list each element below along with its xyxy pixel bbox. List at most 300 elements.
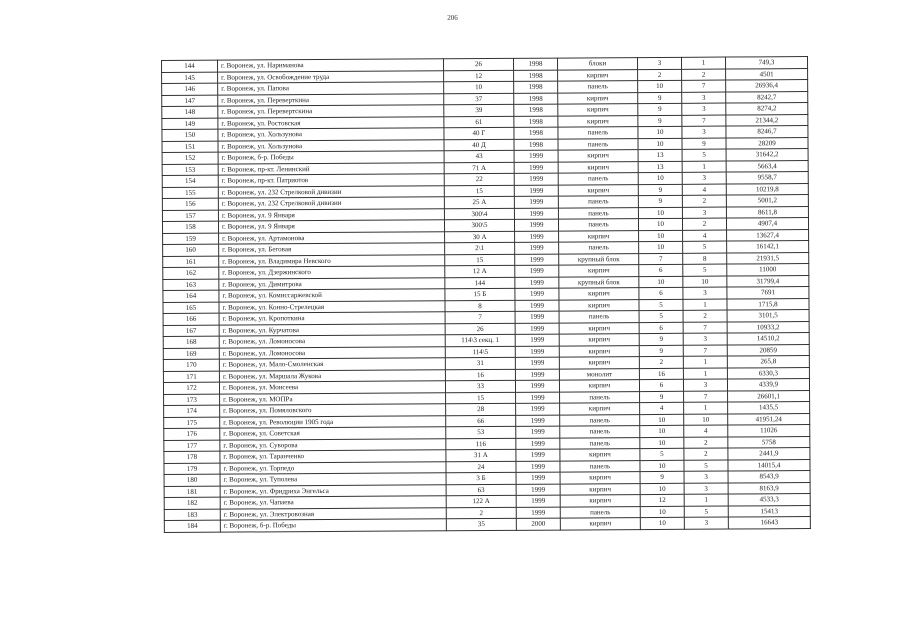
floors-cell: 10 xyxy=(638,80,682,92)
house-number-cell: 2 xyxy=(446,507,516,519)
total-area-cell: 11000 xyxy=(727,264,809,276)
floors-cell: 9 xyxy=(638,92,682,104)
floors-cell: 3 xyxy=(637,57,681,69)
row-number-cell: 173 xyxy=(164,394,220,406)
row-number-cell: 161 xyxy=(163,256,219,268)
floors-cell: 9 xyxy=(638,195,682,207)
total-area-cell: 4907,4 xyxy=(726,218,808,230)
table-body xyxy=(162,57,811,532)
year-built-cell: 1999 xyxy=(516,484,560,496)
address-cell: г. Воронеж, ул. МОПРа xyxy=(220,392,446,405)
total-area-cell: 41951,24 xyxy=(728,413,810,425)
floors-cell: 9 xyxy=(640,391,684,403)
address-cell: г. Воронеж, ул. 232 Стрелковой дивизии xyxy=(218,185,444,198)
house-number-cell: 28 xyxy=(446,403,516,415)
entrances-cell: 2 xyxy=(682,195,726,207)
address-cell: г. Воронеж, ул. Торпедо xyxy=(220,461,446,474)
floors-cell: 10 xyxy=(639,276,683,288)
floors-cell: 10 xyxy=(638,218,682,230)
house-number-cell: 8 xyxy=(445,300,515,312)
entrances-cell: 7 xyxy=(683,322,727,334)
row-number-cell: 153 xyxy=(162,164,218,176)
house-number-cell: 116 xyxy=(446,438,516,450)
year-built-cell: 1998 xyxy=(514,116,558,128)
entrances-cell: 5 xyxy=(684,506,728,518)
row-number-cell: 148 xyxy=(162,106,218,118)
row-number-cell: 147 xyxy=(162,95,218,107)
total-area-cell: 31799,4 xyxy=(727,275,809,287)
row-number-cell: 166 xyxy=(163,313,219,325)
total-area-cell: 31642,2 xyxy=(726,149,808,161)
address-cell: г. Воронеж, ул. Помяловского xyxy=(220,404,446,417)
entrances-cell: 3 xyxy=(683,333,727,345)
year-built-cell: 1998 xyxy=(514,127,558,139)
address-cell: г. Воронеж, ул. 9 Января xyxy=(218,208,444,221)
year-built-cell: 1999 xyxy=(516,495,560,507)
row-number-cell: 158 xyxy=(162,221,218,233)
total-area-cell: 265,8 xyxy=(727,356,809,368)
wall-material-cell: панель xyxy=(558,173,638,185)
floors-cell: 10 xyxy=(640,414,684,426)
year-built-cell: 2000 xyxy=(516,518,560,530)
address-cell: г. Воронеж, ул. Моисеева xyxy=(219,381,445,394)
house-number-cell: 114\5 xyxy=(445,346,515,358)
wall-material-cell: кирпич xyxy=(558,161,638,173)
floors-cell: 6 xyxy=(639,287,683,299)
wall-material-cell: панель xyxy=(560,460,640,472)
floors-cell: 16 xyxy=(639,368,683,380)
floors-cell: 10 xyxy=(639,241,683,253)
house-number-cell: 15 xyxy=(444,185,514,197)
floors-cell: 9 xyxy=(638,184,682,196)
wall-material-cell: кирпич xyxy=(558,92,638,104)
wall-material-cell: кирпич xyxy=(560,449,640,461)
year-built-cell: 1999 xyxy=(514,162,558,174)
wall-material-cell: кирпич xyxy=(559,345,639,357)
entrances-cell: 3 xyxy=(683,379,727,391)
address-cell: г. Воронеж, ул. Туполева xyxy=(220,473,446,486)
entrances-cell: 5 xyxy=(684,460,728,472)
entrances-cell: 10 xyxy=(683,276,727,288)
entrances-cell: 2 xyxy=(682,218,726,230)
total-area-cell: 6330,3 xyxy=(727,367,809,379)
house-number-cell: 300\5 xyxy=(444,219,514,231)
wall-material-cell: кирпич xyxy=(559,230,639,242)
address-cell: г. Воронеж, ул. Мало-Смоленская xyxy=(219,358,445,371)
wall-material-cell: панель xyxy=(558,196,638,208)
total-area-cell: 9558,7 xyxy=(726,172,808,184)
address-cell: г. Воронеж, ул. Владимира Невского xyxy=(219,254,445,267)
address-cell: г. Воронеж, ул. 232 Стрелковой дивизии xyxy=(218,197,444,210)
row-number-cell: 169 xyxy=(163,348,219,360)
entrances-cell: 7 xyxy=(684,391,728,403)
house-number-cell: 26 xyxy=(445,323,515,335)
wall-material-cell: панель xyxy=(558,207,638,219)
house-number-cell: 25 А xyxy=(444,196,514,208)
entrances-cell: 7 xyxy=(682,80,726,92)
row-number-cell: 146 xyxy=(162,83,218,95)
floors-cell: 9 xyxy=(639,345,683,357)
total-area-cell: 8543,9 xyxy=(728,471,810,483)
address-cell: г. Воронеж, ул. Хользунова xyxy=(218,139,444,152)
wall-material-cell: кирпич xyxy=(559,334,639,346)
floors-cell: 12 xyxy=(640,494,684,506)
house-number-cell: 63 xyxy=(446,484,516,496)
row-number-cell: 155 xyxy=(162,187,218,199)
year-built-cell: 1999 xyxy=(516,472,560,484)
entrances-cell: 8 xyxy=(683,253,727,265)
entrances-cell: 3 xyxy=(683,287,727,299)
total-area-cell: 8242,7 xyxy=(726,91,808,103)
address-cell: г. Воронеж, ул. Таранченко xyxy=(220,450,446,463)
wall-material-cell: панель xyxy=(558,127,638,139)
total-area-cell: 8246,7 xyxy=(726,126,808,138)
house-number-cell: 31 xyxy=(445,357,515,369)
entrances-cell: 3 xyxy=(682,207,726,219)
wall-material-cell: кирпич xyxy=(558,150,638,162)
floors-cell: 10 xyxy=(640,460,684,472)
year-built-cell: 1999 xyxy=(515,231,559,243)
floors-cell: 10 xyxy=(640,517,684,529)
house-number-cell: 24 xyxy=(446,461,516,473)
year-built-cell: 1999 xyxy=(515,242,559,254)
house-number-cell: 71 А xyxy=(444,162,514,174)
floors-cell: 2 xyxy=(638,69,682,81)
row-number-cell: 167 xyxy=(163,325,219,337)
year-built-cell: 1999 xyxy=(514,185,558,197)
wall-material-cell: панель xyxy=(559,311,639,323)
row-number-cell: 180 xyxy=(164,474,220,486)
wall-material-cell: монолит xyxy=(559,368,639,380)
row-number-cell: 165 xyxy=(163,302,219,314)
wall-material-cell: кирпич xyxy=(558,69,638,81)
total-area-cell: 1435,5 xyxy=(728,402,810,414)
year-built-cell: 1998 xyxy=(514,81,558,93)
total-area-cell: 8611,8 xyxy=(726,206,808,218)
row-number-cell: 172 xyxy=(163,382,219,394)
entrances-cell: 2 xyxy=(684,448,728,460)
row-number-cell: 174 xyxy=(164,405,220,417)
row-number-cell: 151 xyxy=(162,141,218,153)
year-built-cell: 1999 xyxy=(516,403,560,415)
total-area-cell: 20859 xyxy=(727,344,809,356)
total-area-cell: 749,3 xyxy=(725,57,807,69)
total-area-cell: 4339,9 xyxy=(727,379,809,391)
year-built-cell: 1998 xyxy=(514,104,558,116)
total-area-cell: 8274,2 xyxy=(726,103,808,115)
floors-cell: 9 xyxy=(638,115,682,127)
row-number-cell: 181 xyxy=(164,486,220,498)
address-cell: г. Воронеж, ул. Беговая xyxy=(219,243,445,256)
year-built-cell: 1999 xyxy=(516,438,560,450)
address-cell: г. Воронеж, ул. Электровозная xyxy=(220,507,446,520)
entrances-cell: 2 xyxy=(683,310,727,322)
total-area-cell: 14510,2 xyxy=(727,333,809,345)
house-number-cell: 61 xyxy=(444,116,514,128)
house-number-cell: 26 xyxy=(443,58,513,70)
row-number-cell: 183 xyxy=(164,509,220,521)
wall-material-cell: крупный блок xyxy=(559,276,639,288)
house-number-cell: 40 Д xyxy=(444,139,514,151)
address-cell: г. Воронеж, ул. Нариманова xyxy=(218,59,444,72)
floors-cell: 10 xyxy=(638,172,682,184)
floors-cell: 10 xyxy=(640,483,684,495)
wall-material-cell: крупный блок xyxy=(559,253,639,265)
total-area-cell: 11026 xyxy=(728,425,810,437)
row-number-cell: 156 xyxy=(162,198,218,210)
row-number-cell: 162 xyxy=(163,267,219,279)
row-number-cell: 179 xyxy=(164,463,220,475)
total-area-cell: 16142,1 xyxy=(727,241,809,253)
floors-cell: 9 xyxy=(639,333,683,345)
entrances-cell: 2 xyxy=(682,69,726,81)
entrances-cell: 1 xyxy=(683,356,727,368)
row-number-cell: 184 xyxy=(164,520,220,532)
entrances-cell: 4 xyxy=(683,230,727,242)
entrances-cell: 3 xyxy=(682,92,726,104)
total-area-cell: 21931,5 xyxy=(727,252,809,264)
address-cell: г. Воронеж, б-р. Победы xyxy=(218,151,444,164)
total-area-cell: 15413 xyxy=(728,505,810,517)
floors-cell: 5 xyxy=(640,448,684,460)
address-cell: г. Воронеж, пр-кт. Ленинский xyxy=(218,162,444,175)
year-built-cell: 1998 xyxy=(514,70,558,82)
wall-material-cell: кирпич xyxy=(560,483,640,495)
year-built-cell: 1998 xyxy=(514,93,558,105)
address-cell: г. Воронеж, ул. Ломоносова xyxy=(219,335,445,348)
total-area-cell: 4501 xyxy=(726,68,808,80)
address-cell: г. Воронеж, ул. Революции 1905 года xyxy=(220,415,446,428)
row-number-cell: 164 xyxy=(163,290,219,302)
year-built-cell: 1999 xyxy=(516,461,560,473)
row-number-cell: 160 xyxy=(163,244,219,256)
row-number-cell: 171 xyxy=(163,371,219,383)
address-cell: г. Воронеж, ул. Папова xyxy=(218,82,444,95)
row-number-cell: 168 xyxy=(163,336,219,348)
house-number-cell: 15 Б xyxy=(445,288,515,300)
floors-cell: 10 xyxy=(639,230,683,242)
entrances-cell: 1 xyxy=(684,402,728,414)
wall-material-cell: кирпич xyxy=(558,115,638,127)
row-number-cell: 175 xyxy=(164,417,220,429)
housing-register-table xyxy=(161,56,811,532)
year-built-cell: 1998 xyxy=(514,139,558,151)
page-number: 206 xyxy=(447,14,458,22)
entrances-cell: 5 xyxy=(683,241,727,253)
floors-cell: 5 xyxy=(639,299,683,311)
row-number-cell: 157 xyxy=(162,210,218,222)
row-number-cell: 170 xyxy=(163,359,219,371)
floors-cell: 10 xyxy=(640,437,684,449)
row-number-cell: 159 xyxy=(163,233,219,245)
row-number-cell: 154 xyxy=(162,175,218,187)
address-cell: г. Воронеж, ул. Хользунова xyxy=(218,128,444,141)
floors-cell: 9 xyxy=(640,471,684,483)
total-area-cell: 1715,8 xyxy=(727,298,809,310)
entrances-cell: 3 xyxy=(684,483,728,495)
total-area-cell: 26601,1 xyxy=(728,390,810,402)
house-number-cell: 122 А xyxy=(446,495,516,507)
house-number-cell: 37 xyxy=(444,93,514,105)
wall-material-cell: панель xyxy=(558,138,638,150)
total-area-cell: 13627,4 xyxy=(727,229,809,241)
house-number-cell: 16 xyxy=(445,369,515,381)
year-built-cell: 1999 xyxy=(515,277,559,289)
wall-material-cell: кирпич xyxy=(560,518,640,530)
year-built-cell: 1999 xyxy=(515,254,559,266)
address-cell: г. Воронеж, пр-кт. Патриотов xyxy=(218,174,444,187)
wall-material-cell: панель xyxy=(560,426,640,438)
floors-cell: 2 xyxy=(639,356,683,368)
wall-material-cell: кирпич xyxy=(558,184,638,196)
house-number-cell: 53 xyxy=(446,426,516,438)
wall-material-cell: панель xyxy=(560,391,640,403)
floors-cell: 10 xyxy=(640,425,684,437)
total-area-cell: 7691 xyxy=(727,287,809,299)
house-number-cell: 30 А xyxy=(445,231,515,243)
row-number-cell: 145 xyxy=(162,72,218,84)
year-built-cell: 1999 xyxy=(515,380,559,392)
house-number-cell: 300\4 xyxy=(444,208,514,220)
year-built-cell: 1998 xyxy=(513,58,557,70)
year-built-cell: 1999 xyxy=(515,334,559,346)
year-built-cell: 1999 xyxy=(515,265,559,277)
address-cell: г. Воронеж, ул. Артамонова xyxy=(219,231,445,244)
address-cell: г. Воронеж, ул. Комиссаржевской xyxy=(219,289,445,302)
year-built-cell: 1999 xyxy=(516,415,560,427)
year-built-cell: 1999 xyxy=(516,392,560,404)
house-number-cell: 39 xyxy=(444,104,514,116)
year-built-cell: 1999 xyxy=(514,150,558,162)
year-built-cell: 1999 xyxy=(514,208,558,220)
year-built-cell: 1999 xyxy=(516,449,560,461)
entrances-cell: 2 xyxy=(684,437,728,449)
house-number-cell: 12 xyxy=(444,70,514,82)
total-area-cell: 14015,4 xyxy=(728,459,810,471)
wall-material-cell: панель xyxy=(560,437,640,449)
entrances-cell: 1 xyxy=(681,57,725,69)
year-built-cell: 1999 xyxy=(515,357,559,369)
wall-material-cell: кирпич xyxy=(560,472,640,484)
year-built-cell: 1999 xyxy=(516,426,560,438)
house-number-cell: 12 А xyxy=(445,265,515,277)
total-area-cell: 2441,9 xyxy=(728,448,810,460)
floors-cell: 13 xyxy=(638,161,682,173)
floors-cell: 5 xyxy=(639,310,683,322)
floors-cell: 7 xyxy=(639,253,683,265)
wall-material-cell: кирпич xyxy=(558,104,638,116)
year-built-cell: 1999 xyxy=(515,311,559,323)
entrances-cell: 3 xyxy=(684,471,728,483)
entrances-cell: 1 xyxy=(684,494,728,506)
entrances-cell: 5 xyxy=(682,149,726,161)
year-built-cell: 1999 xyxy=(515,323,559,335)
address-cell: г. Воронеж, ул. Димитрова xyxy=(219,277,445,290)
total-area-cell: 10219,8 xyxy=(726,183,808,195)
year-built-cell: 1999 xyxy=(515,346,559,358)
wall-material-cell: панель xyxy=(558,81,638,93)
floors-cell: 6 xyxy=(639,264,683,276)
wall-material-cell: панель xyxy=(560,414,640,426)
total-area-cell: 10933,2 xyxy=(727,321,809,333)
entrances-cell: 5 xyxy=(683,264,727,276)
floors-cell: 10 xyxy=(638,207,682,219)
house-number-cell: 144 xyxy=(445,277,515,289)
total-area-cell: 8163,9 xyxy=(728,482,810,494)
year-built-cell: 1999 xyxy=(515,300,559,312)
wall-material-cell: панель xyxy=(560,506,640,518)
floors-cell: 4 xyxy=(640,402,684,414)
house-number-cell: 22 xyxy=(444,173,514,185)
wall-material-cell: кирпич xyxy=(559,265,639,277)
total-area-cell: 28209 xyxy=(726,137,808,149)
row-number-cell: 178 xyxy=(164,451,220,463)
year-built-cell: 1999 xyxy=(516,507,560,519)
wall-material-cell: панель xyxy=(558,219,638,231)
wall-material-cell: кирпич xyxy=(560,495,640,507)
floors-cell: 6 xyxy=(639,322,683,334)
entrances-cell: 3 xyxy=(682,172,726,184)
entrances-cell: 7 xyxy=(683,345,727,357)
entrances-cell: 4 xyxy=(684,425,728,437)
address-cell: г. Воронеж, ул. Суворова xyxy=(220,438,446,451)
wall-material-cell: блоки xyxy=(557,58,637,70)
wall-material-cell: кирпич xyxy=(559,299,639,311)
address-cell: г. Воронеж, ул. Чапаева xyxy=(220,496,446,509)
total-area-cell: 3101,5 xyxy=(727,310,809,322)
address-cell: г. Воронеж, ул. Ломоносова xyxy=(219,346,445,359)
row-number-cell: 163 xyxy=(163,279,219,291)
total-area-cell: 21344,2 xyxy=(726,114,808,126)
row-number-cell: 182 xyxy=(164,497,220,509)
address-cell: г. Воронеж, ул. Кропоткина xyxy=(219,312,445,325)
address-cell: г. Воронеж, ул. Курчатова xyxy=(219,323,445,336)
house-number-cell: 2\1 xyxy=(445,242,515,254)
floors-cell: 10 xyxy=(638,126,682,138)
row-number-cell: 150 xyxy=(162,129,218,141)
house-number-cell: 33 xyxy=(445,380,515,392)
house-number-cell: 10 xyxy=(444,81,514,93)
total-area-cell: 16643 xyxy=(728,517,810,529)
address-cell: г. Воронеж, ул. Перевертскина xyxy=(218,105,444,118)
total-area-cell: 5758 xyxy=(728,436,810,448)
entrances-cell: 1 xyxy=(682,161,726,173)
entrances-cell: 1 xyxy=(683,299,727,311)
entrances-cell: 3 xyxy=(682,103,726,115)
row-number-cell: 176 xyxy=(164,428,220,440)
address-cell: г. Воронеж, ул. Фридриха Энгельса xyxy=(220,484,446,497)
address-cell: г. Воронеж, ул. Конно-Стрелецкая xyxy=(219,300,445,313)
floors-cell: 13 xyxy=(638,149,682,161)
address-cell: г. Воронеж, ул. Маршала Жукова xyxy=(219,369,445,382)
year-built-cell: 1999 xyxy=(514,173,558,185)
row-number-cell: 177 xyxy=(164,440,220,452)
floors-cell: 10 xyxy=(640,506,684,518)
house-number-cell: 40 Г xyxy=(444,127,514,139)
total-area-cell: 5001,2 xyxy=(726,195,808,207)
address-cell: г. Воронеж, ул. 9 Января xyxy=(218,220,444,233)
address-cell: г. Воронеж, б-р. Победы xyxy=(220,519,446,532)
year-built-cell: 1999 xyxy=(514,196,558,208)
total-area-cell: 26936,4 xyxy=(726,80,808,92)
entrances-cell: 4 xyxy=(682,184,726,196)
year-built-cell: 1999 xyxy=(514,219,558,231)
house-number-cell: 15 xyxy=(445,254,515,266)
address-cell: г. Воронеж, ул. Советская xyxy=(220,427,446,440)
wall-material-cell: панель xyxy=(559,242,639,254)
floors-cell: 6 xyxy=(639,379,683,391)
row-number-cell: 149 xyxy=(162,118,218,130)
